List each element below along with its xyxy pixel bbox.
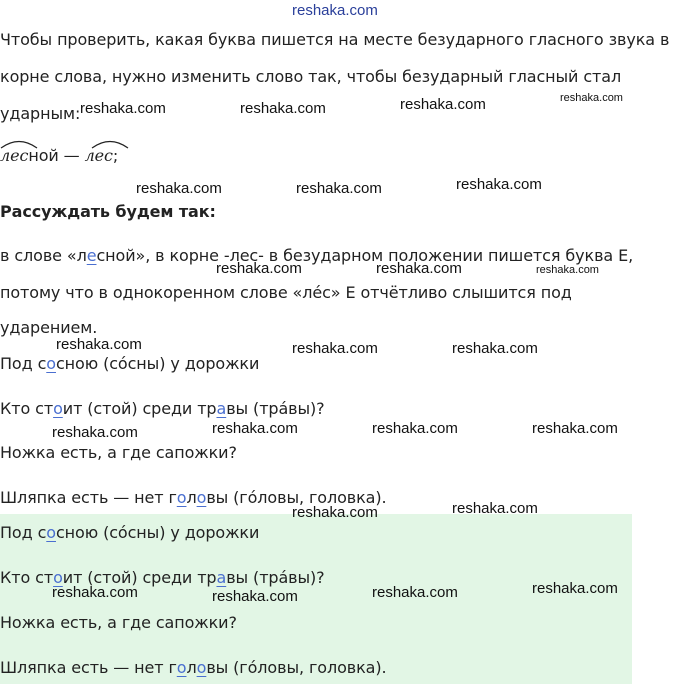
unstressed-vowel: а	[216, 399, 227, 418]
watermark: reshaka.com	[452, 500, 538, 517]
unstressed-vowel: о	[176, 658, 187, 677]
watermark: reshaka.com	[136, 180, 222, 197]
root-arc-1	[1, 142, 37, 149]
unstressed-vowel: о	[53, 568, 63, 587]
watermark: reshaka.com	[452, 340, 538, 357]
unstressed-vowel: о	[53, 399, 63, 418]
reasoning-line-2: потому что в однокоренном слове «лéс» Е отчётливо слышится под	[0, 283, 572, 302]
poem-line-1: Под сосною (сóсны) у дорожки	[0, 354, 260, 373]
watermark: reshaka.com	[292, 340, 378, 357]
watermark: reshaka.com	[292, 504, 378, 521]
unstressed-vowel: е	[86, 246, 97, 265]
poem-hl-line-1: Под сосною (сóсны) у дорожки	[0, 523, 260, 542]
watermark: reshaka.com	[532, 420, 618, 437]
watermark: reshaka.com	[240, 100, 326, 117]
watermark: reshaka.com	[560, 92, 623, 104]
root-lesnoy: лес	[0, 146, 29, 165]
unstressed-vowel: о	[196, 658, 207, 677]
intro-line-1: Чтобы проверить, какая буква пишется на месте безударного гласного звука в	[0, 30, 670, 49]
watermark: reshaka.com	[296, 180, 382, 197]
watermark: reshaka.com	[56, 336, 142, 353]
watermark: reshaka.com	[212, 588, 298, 605]
unstressed-vowel: а	[216, 568, 227, 587]
watermark: reshaka.com	[376, 260, 462, 277]
poem-hl-line-4: Шляпка есть — нет головы (гóловы, головка).	[0, 658, 387, 677]
root-arc-2	[92, 142, 128, 149]
dash: —	[58, 146, 85, 165]
intro-line-3: ударным:	[0, 104, 81, 123]
watermark: reshaka.com	[52, 584, 138, 601]
poem-hl-line-3: Ножка есть, а где сапожки?	[0, 613, 237, 632]
unstressed-vowel: о	[46, 354, 56, 373]
poem-line-2: Кто стоит (стой) среди травы (трáвы)?	[0, 399, 325, 418]
watermark: reshaka.com	[536, 264, 599, 276]
unstressed-vowel: о	[46, 523, 56, 542]
watermark: reshaka.com	[456, 176, 542, 193]
watermark: reshaka.com	[532, 580, 618, 597]
watermark: reshaka.com	[372, 584, 458, 601]
reasoning-line-1: в слове «лесной», в корне -лес- в безударном положении пишется буква Е,	[0, 246, 634, 265]
watermark: reshaka.com	[400, 96, 486, 113]
root-arcs	[0, 136, 140, 150]
site-watermark-top[interactable]: reshaka.com	[292, 2, 378, 19]
watermark: reshaka.com	[80, 100, 166, 117]
unstressed-vowel: о	[196, 488, 207, 507]
poem-line-4: Шляпка есть — нет головы (гóловы, головка).	[0, 488, 387, 507]
intro-line-2: корне слова, нужно изменить слово так, чтобы безударный гласный стал	[0, 67, 622, 86]
reasoning-heading: Рассуждать будем так:	[0, 202, 216, 221]
watermark: reshaka.com	[52, 424, 138, 441]
poem-line-3: Ножка есть, а где сапожки?	[0, 443, 237, 462]
suffix-text: ной	[28, 146, 59, 165]
root-les: лес	[84, 146, 113, 165]
semicolon: ;	[112, 146, 119, 165]
watermark: reshaka.com	[212, 420, 298, 437]
unstressed-vowel: о	[176, 488, 187, 507]
watermark: reshaka.com	[372, 420, 458, 437]
poem-hl-line-2: Кто стоит (стой) среди травы (трáвы)?	[0, 568, 325, 587]
watermark: reshaka.com	[216, 260, 302, 277]
reasoning-line-3: ударением.	[0, 318, 98, 337]
